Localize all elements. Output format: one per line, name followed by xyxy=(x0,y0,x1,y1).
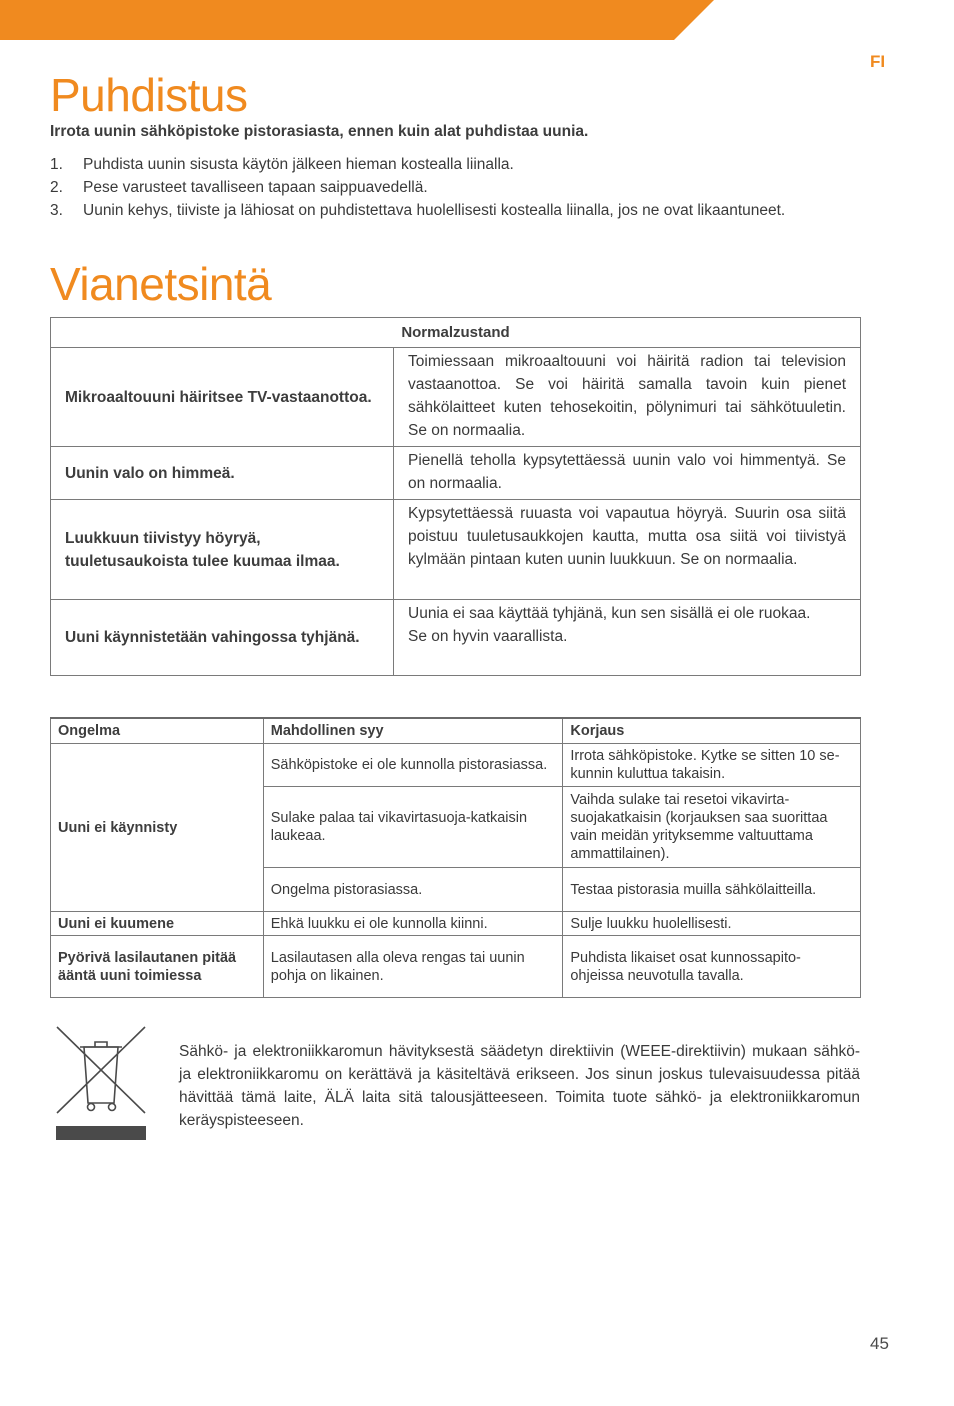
fix-cell: Irrota sähköpistoke. Kytke se sitten 10 se-kunnin kuluttua takaisin. xyxy=(563,744,861,787)
cause-cell: Sähköpistoke ei ole kunnolla pistorasiassa. xyxy=(263,744,563,787)
fix-cell: Puhdista likaiset osat kunnossapito-ohjeissa neuvotulla tavalla. xyxy=(563,936,861,998)
column-header: Korjaus xyxy=(563,718,861,744)
table-row xyxy=(51,600,861,676)
problem-cell: Uuni ei kuumene xyxy=(51,912,264,936)
list-item: 1. Puhdista uunin sisusta käytön jälkeen hieman kostealla liinalla. xyxy=(50,156,514,173)
issue-cell: Uuni käynnistetään vahingossa tyhjänä. xyxy=(51,600,394,676)
explanation-cell: Kypsytettäessä ruuasta voi vapautua höyryä. Suurin osa siitä poistuu tuuletusaukkojen kautta, mutta osa siitä voi tiivistyä kylmään pintaan kuten uunin luukkuun. Se on normaalia. xyxy=(394,500,861,600)
table-row xyxy=(51,348,861,447)
cause-cell: Lasilautasen alla oleva rengas tai uunin pohja on likainen. xyxy=(263,936,563,998)
table-row xyxy=(51,500,861,600)
cause-cell: Sulake palaa tai vikavirtasuoja-katkaisin laukeaa. xyxy=(263,787,563,868)
normal-behaviour-table xyxy=(50,317,861,676)
cleaning-warning: Irrota uunin sähköpistoke pistorasiasta, ennen kuin alat puhdistaa uunia. xyxy=(50,123,589,140)
table-row xyxy=(51,744,861,787)
cause-cell: Ehkä luukku ei ole kunnolla kiinni. xyxy=(263,912,563,936)
issue-cell: Luukkuun tiivistyy höyryä, tuuletusaukoista tulee kuumaa ilmaa. xyxy=(51,500,394,600)
explanation-cell: Uunia ei saa käyttää tyhjänä, kun sen sisällä ei ole ruokaa. Se on hyvin vaarallista. xyxy=(394,600,861,676)
issue-cell: Mikroaaltouuni häiritsee TV-vastaanottoa. xyxy=(51,348,394,447)
explanation-cell: Pienellä teholla kypsytettäessä uunin valo voi himmentyä. Se on normaalia. xyxy=(394,447,861,500)
column-header: Mahdollinen syy xyxy=(263,718,563,744)
explanation-cell: Toimiessaan mikroaaltouuni voi häiritä radion tai television vastaanottoa. Se voi häiritä samalla tavoin kuin pienet sähkölaitteet kuten tehosekoitin, pölynimuri tai sähkötuuletin. Se on normaalia. xyxy=(394,348,861,447)
fix-cell: Vaihda sulake tai resetoi vikavirta-suojakatkaisin (korjauksen saa suorittaa vain meidän yrityksemme valtuuttama ammattilainen). xyxy=(563,787,861,868)
table-row xyxy=(51,912,861,936)
table-row xyxy=(51,447,861,500)
table-row xyxy=(51,936,861,998)
cause-cell: Ongelma pistorasiassa. xyxy=(263,868,563,912)
fix-cell: Sulje luukku huolellisesti. xyxy=(563,912,861,936)
fault-table xyxy=(50,717,861,998)
problem-cell: Pyörivä lasilautanen pitää ääntä uuni toimiessa xyxy=(51,936,264,998)
troubleshooting-heading: Vianetsintä xyxy=(50,258,272,310)
table-header: Normalzustand xyxy=(51,318,861,348)
language-tag: FI xyxy=(870,52,886,71)
issue-cell: Uunin valo on himmeä. xyxy=(51,447,394,500)
page-number: 45 xyxy=(870,1334,889,1353)
crossed-out-bin-icon xyxy=(55,1025,147,1143)
top-accent-bar xyxy=(0,0,954,42)
cleaning-heading: Puhdistus xyxy=(50,69,248,121)
problem-cell: Uuni ei käynnisty xyxy=(51,744,264,912)
list-item: 2. Pese varusteet tavalliseen tapaan saippuavedellä. xyxy=(50,179,428,196)
table-header-row xyxy=(51,718,861,744)
cleaning-steps xyxy=(50,153,860,222)
fix-cell: Testaa pistorasia muilla sähkölaitteilla. xyxy=(563,868,861,912)
list-item: 3. Uunin kehys, tiiviste ja lähiosat on puhdistettava huolellisesti kostealla liinalla, jos ne ovat likaantuneet. xyxy=(50,202,786,219)
weee-notice: Sähkö- ja elektroniikkaromun hävityksestä säädetyn direktiivin (WEEE-direktiivin) mukaan sähkö- ja elektroniikkaromu on kerättävä ja käsiteltävä erikseen. Jos sinun joskus tulevaisuudessa pitää hävittää tämä laite, ÄLÄ laita sitä talousjätteeseen. Toimita tuote sähkö- ja elektroniikkaromun keräyspisteeseen. xyxy=(179,1043,860,1129)
column-header: Ongelma xyxy=(51,718,264,744)
